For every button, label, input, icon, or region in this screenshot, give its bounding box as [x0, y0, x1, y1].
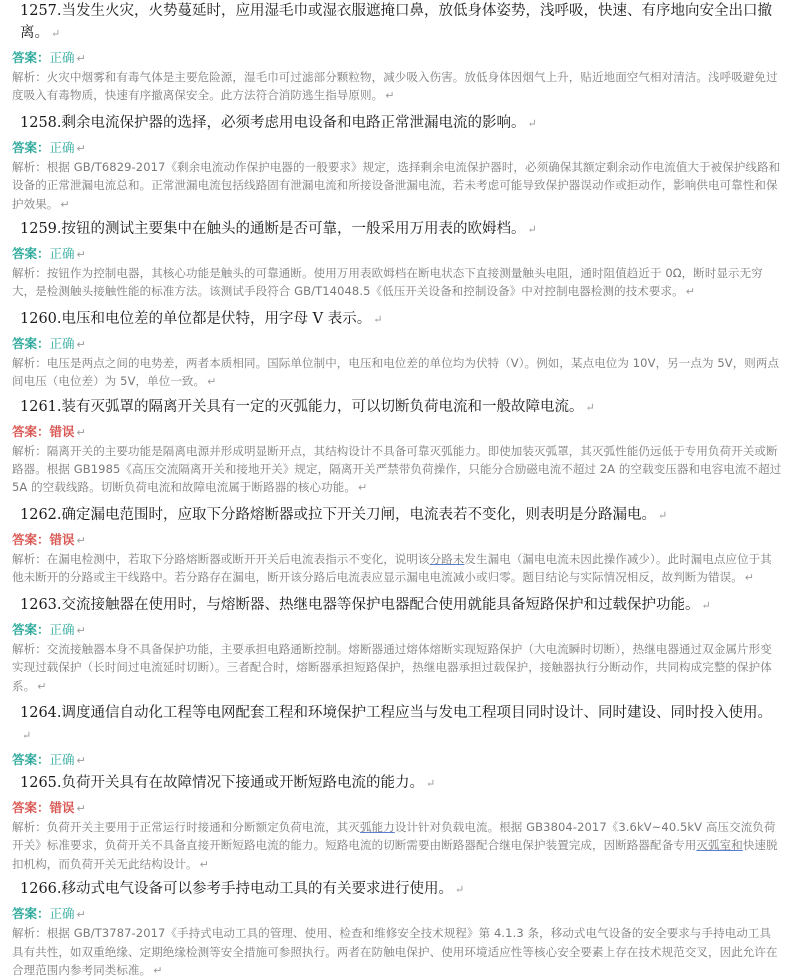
paragraph-return-mark: ↵ — [76, 52, 86, 65]
answer-wrong-badge: 错误 — [49, 799, 75, 815]
explanation-text — [12, 68, 782, 106]
question-text — [12, 112, 782, 135]
answer-label: 答案： — [12, 751, 50, 767]
answer-line — [12, 244, 782, 264]
paragraph-return-mark: ↵ — [385, 89, 395, 103]
paragraph-return-mark: ↵ — [701, 598, 711, 612]
question-statement: 1259.按钮的测试主要集中在触头的通断是否可靠，一般采用万用表的欧姆档。 — [20, 221, 526, 238]
paragraph-return-mark: ↵ — [76, 908, 86, 922]
question-item — [12, 214, 782, 302]
answer-correct-badge: 正确 — [49, 335, 75, 351]
paragraph-return-mark: ↵ — [207, 375, 217, 389]
underlined-phrase: 分路未 — [429, 551, 465, 566]
question-item — [12, 588, 782, 696]
answer-correct-badge: 正确 — [49, 50, 75, 65]
answer-line — [12, 48, 782, 68]
answer-line — [12, 530, 782, 550]
answer-label: 答案： — [12, 335, 50, 351]
paragraph-return-mark: ↵ — [455, 883, 465, 897]
question-text — [12, 218, 782, 241]
paragraph-return-mark: ↵ — [153, 963, 163, 977]
paragraph-return-mark: ↵ — [76, 533, 86, 547]
paragraph-return-mark: ↵ — [199, 857, 209, 871]
paragraph-return-mark: ↵ — [37, 679, 47, 693]
question-text — [12, 396, 782, 419]
paragraph-return-mark: ↵ — [51, 27, 61, 40]
explanation-body: 解析：隔离开关的主要功能是隔离电源并形成明显断开点，其结构设计不具备可靠灭弧能力。即使加装灭弧罩，其灭弧性能仍远低于专用负荷开关或断路器。根据 GB1985《高压交流隔离开关和接地开关》规定，隔离开关严禁带负荷操作，只能分合励磁电流不超过 2A 的空载变压器和电容电流不超过 5A 的空载线路。切断负荷电流和故障电流属于断路器的核心功能。 — [12, 443, 782, 495]
question-statement: 1265.负荷开关具有在故障情况下接通或开断短路电流的能力。 — [20, 774, 425, 791]
explanation-text — [12, 442, 782, 498]
paragraph-return-mark: ↵ — [658, 508, 668, 522]
paragraph-return-mark: ↵ — [76, 753, 86, 767]
explanation-text — [12, 818, 782, 874]
paragraph-return-mark: ↵ — [585, 400, 595, 414]
answer-line — [12, 620, 782, 640]
answer-label: 答案： — [12, 531, 50, 547]
answer-line — [12, 334, 782, 354]
question-item — [12, 302, 782, 392]
answer-label: 答案： — [12, 799, 50, 815]
answer-label: 答案： — [12, 246, 50, 262]
explanation-body: 解析：根据 GB/T6829-2017《剩余电流动作保护电器的一般要求》规定，选择剩余电流保护器时，必须确保其额定剩余动作电流值大于被保护线路和设备的正常泄漏电流总和。正常泄漏电流包括线路固有泄漏电流和所接设备泄漏电流，若未考虑可能导致保护器误动作或拒动作，影响供电可靠性和保护效果。 — [12, 159, 781, 211]
answer-label: 答案： — [12, 423, 50, 439]
explanation-segment: 解析：在漏电检测中，若取下分路熔断器或断开开关后电流表指示不变化，说明该 — [12, 551, 430, 566]
explanation-text — [12, 158, 782, 214]
question-statement: 1257.当发生火灾，火势蔓延时，应用湿毛巾或湿衣服遮掩口鼻，放低身体姿势，浅呼吸，快速、有序地向安全出口撤离。 — [20, 3, 773, 41]
answer-line — [12, 798, 782, 818]
answer-correct-badge: 正确 — [49, 906, 75, 922]
question-item — [12, 0, 782, 106]
question-item — [12, 770, 782, 874]
explanation-text — [12, 264, 782, 302]
answer-label: 答案： — [12, 50, 50, 65]
question-text — [12, 504, 782, 527]
answer-line — [12, 422, 782, 442]
explanation-text — [12, 354, 782, 392]
question-item — [12, 696, 782, 770]
explanation-body: 解析：火灾中烟雾和有毒气体是主要危险源，湿毛巾可过滤部分颗粒物，减少吸入伤害。放低身体因烟气上升，贴近地面空气相对清洁。浅呼吸避免过度吸入有毒物质，快速有序撤离保安全。此方法符合消防逃生指导原则。 — [12, 70, 778, 103]
question-item — [12, 498, 782, 588]
explanation-body: 解析：交流接触器本身不具备保护功能，主要承担电路通断控制。熔断器通过熔体熔断实现短路保护（大电流瞬时切断），热继电器通过双金属片形变实现过载保护（长时间过电流延时切断）。三者配合时，熔断器承担短路保护，热继电器承担过载保护，接触器执行分断动作，共同构成完整的保护体系。 — [12, 641, 772, 693]
question-item — [12, 106, 782, 214]
underlined-phrase: 弧能力 — [360, 819, 395, 834]
explanation-body: 解析：按钮作为控制电器，其核心功能是触头的可靠通断。使用万用表欧姆档在断电状态下直接测量触头电阻，通时阻值趋近于 0Ω，断时显示无穷大，是检测触头接触性能的标准方法。该测试手段符合 GB/T14048.5《低压开关设备和控制设备》中对控制电器检测的技术要求。 — [12, 266, 763, 299]
paragraph-return-mark: ↵ — [744, 571, 755, 585]
answer-wrong-badge: 错误 — [49, 531, 75, 547]
paragraph-return-mark: ↵ — [60, 197, 70, 211]
answer-label: 答案： — [12, 621, 50, 637]
question-text — [12, 0, 782, 45]
explanation-body: 解析：电压是两点之间的电势差，两者本质相同。国际单位制中，电压和电位差的单位均为伏特（V）。例如，某点电位为 10V，另一点为 5V，则两点间电压（电位差）为 5V，单位一致。 — [12, 355, 780, 389]
paragraph-return-mark: ↵ — [685, 285, 696, 299]
paragraph-return-mark: ↵ — [22, 728, 32, 742]
question-text — [12, 594, 782, 617]
underlined-phrase: 灭弧室和 — [696, 838, 743, 853]
question-statement: 1260.电压和电位差的单位都是伏特，用字母 V 表示。 — [20, 310, 372, 327]
question-item — [12, 392, 782, 498]
question-text — [12, 878, 782, 901]
answer-correct-badge: 正确 — [49, 139, 75, 155]
explanation-segment: 解析：负荷开关主要用于正常运行时接通和分断额定负荷电流，其灭 — [12, 819, 360, 834]
paragraph-return-mark: ↵ — [76, 337, 86, 351]
question-text — [12, 308, 782, 331]
answer-correct-badge: 正确 — [49, 621, 75, 637]
question-statement: 1262.确定漏电范围时，应取下分路熔断器或拉下开关刀闸，电流表若不变化，则表明是分路漏电。 — [20, 506, 657, 523]
answer-label: 答案： — [12, 906, 50, 922]
answer-line — [12, 904, 782, 924]
question-statement: 1263.交流接触器在使用时，与熔断器、热继电器等保护电器配合使用就能具备短路保护和过载保护功能。 — [20, 596, 700, 613]
question-text — [12, 702, 782, 747]
paragraph-return-mark: ↵ — [76, 425, 86, 439]
answer-correct-badge: 正确 — [49, 246, 75, 262]
question-text — [12, 772, 782, 795]
answer-correct-badge: 正确 — [49, 751, 75, 767]
explanation-body: 解析：根据 GB/T3787-2017《手持式电动工具的管理、使用、检查和维修安全技术规程》第 4.1.3 条，移动式电气设备的安全要求与手持电动工具具有共性，如双重绝缘、定期绝缘检测等安全措施可参照执行。两者在防触电保护、使用环境适应性等核心安全要素上存在技术规范交叉，因此允许在合理范围内参考同类标准。 — [12, 926, 778, 977]
explanation-text — [12, 550, 782, 588]
question-statement: 1264.调度通信自动化工程等电网配套工程和环境保护工程应当与发电工程项目同时设计、同时建设、同时投入使用。 — [20, 704, 773, 721]
paragraph-return-mark: ↵ — [76, 801, 86, 815]
question-statement: 1261.装有灭弧罩的隔离开关具有一定的灭弧能力，可以切断负荷电流和一般故障电流。 — [20, 398, 584, 415]
paragraph-return-mark: ↵ — [527, 223, 537, 237]
paragraph-return-mark: ↵ — [76, 623, 86, 637]
explanation-segment: 发生漏电（漏电电流未因此操作减少）。此时漏电点应位于其他未断开的分路或主干线路中。若分路存在漏电，断开该分路后电流表应显示漏电电流减小或归零。题目结论与实际情况相反，故判断为错误。 — [12, 551, 772, 585]
paragraph-return-mark: ↵ — [373, 312, 383, 326]
answer-label: 答案： — [12, 139, 50, 155]
paragraph-return-mark: ↵ — [76, 248, 86, 262]
explanation-segment: 快速脱扣机构，而负荷开关无此结构设计。 — [12, 838, 778, 871]
paragraph-return-mark: ↵ — [426, 776, 436, 790]
question-statement: 1266.移动式电气设备可以参考手持电动工具的有关要求进行使用。 — [20, 881, 454, 898]
answer-wrong-badge: 错误 — [49, 423, 75, 439]
question-statement: 1258.剩余电流保护器的选择，必须考虑用电设备和电路正常泄漏电流的影响。 — [20, 114, 526, 131]
paragraph-return-mark: ↵ — [76, 141, 86, 155]
explanation-segment: 设计针对负载电流。根据 GB3804-2017《3.6kV~40.5kV 高压交流负荷开关》标准要求，负荷开关不具备直接开断短路电流的能力。短路电流的切断需要由断路器配合继电保护装置完成，因断路器配备专用 — [12, 819, 776, 853]
question-item — [12, 874, 782, 980]
answer-line — [12, 138, 782, 158]
paragraph-return-mark: ↵ — [357, 481, 368, 495]
paragraph-return-mark: ↵ — [527, 116, 537, 130]
answer-line — [12, 750, 782, 770]
explanation-text — [12, 640, 782, 696]
